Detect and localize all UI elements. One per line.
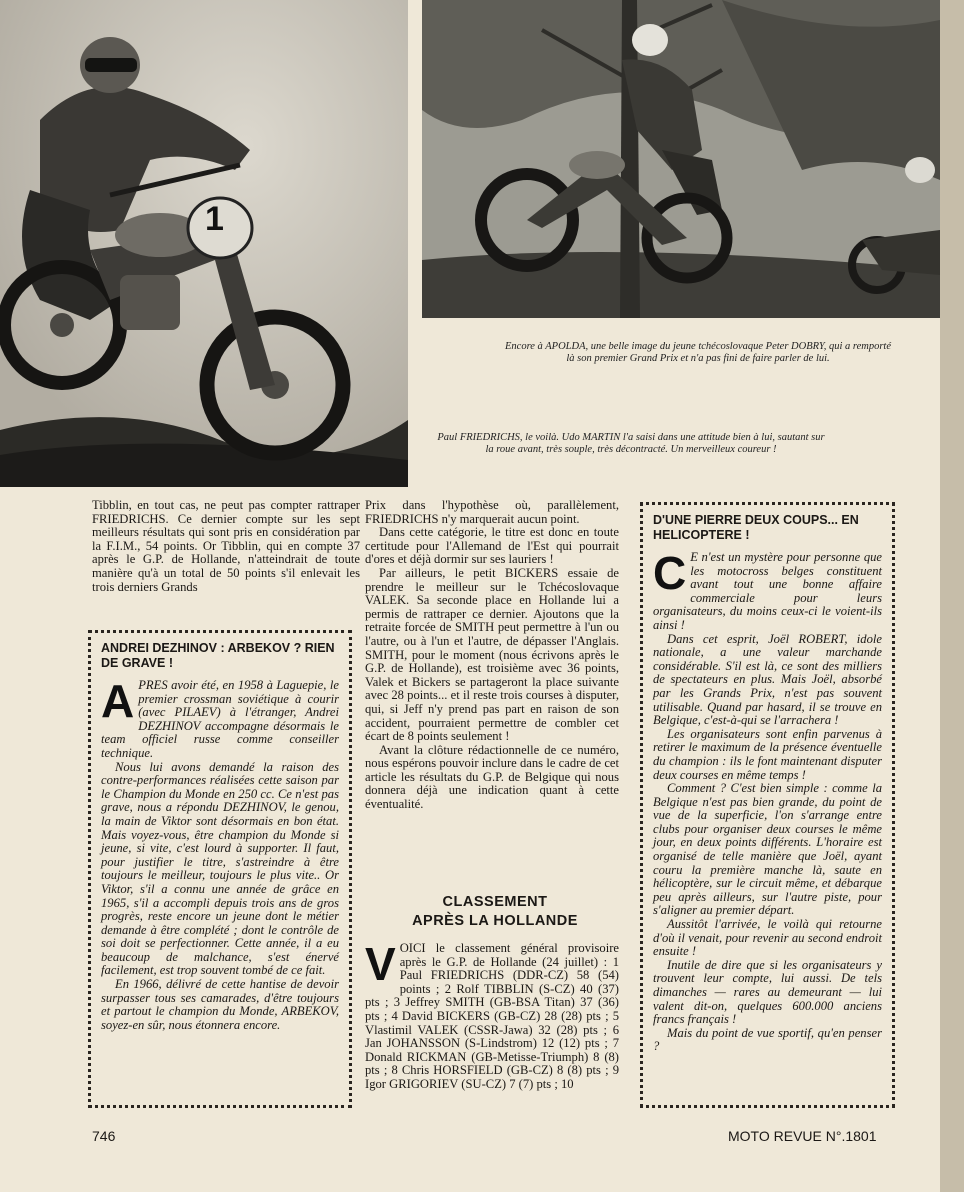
article-col2-paragraph-1: Prix dans l'hypothèse où, parallèlement, FRIEDRICHS n'y marquerait aucun point. xyxy=(365,498,619,526)
sidebar-helicoptere xyxy=(640,502,895,1108)
sidebar-helicoptere-paragraph-5: Aussitôt l'arrivée, le voilà qui retourne d'où il venait, pour revenir au second endroit ensuite ! xyxy=(653,917,882,959)
photo-dobry-image xyxy=(422,0,940,318)
sidebar-dezhinov-title: ANDREI DEZHINOV : ARBEKOV ? RIEN DE GRAVE ! xyxy=(101,641,335,670)
page-number: 746 xyxy=(92,1128,116,1144)
sidebar-helicoptere-paragraph-6: Inutile de dire que si les organisateurs y trouvent leur compte, lui aussi. De tels dimanches — rares au demeurant — lui valent dit-on, quelques 600.000 anciens francs français ! xyxy=(653,957,882,1027)
classement-text xyxy=(365,938,619,1092)
article-col1-paragraph: Tibblin, en tout cas, ne peut pas compter rattraper FRIEDRICHS. Ce dernier compte sur les sept meilleurs résultats qui sont pris en considération par la F.I.M., 54 points. Or Tibblin, qui en compte 37 après le G.P. de Hollande, n'atteindrait de toute manière qu'à un total de 50 points s'il enlevait les trois derniers Grands xyxy=(92,498,360,594)
sidebar-dezhinov xyxy=(88,630,352,1108)
article-col1-top xyxy=(92,499,360,594)
dropcap-a: A xyxy=(101,675,135,727)
dropcap-v: V xyxy=(365,938,396,990)
photo-dobry xyxy=(422,0,940,318)
number-plate-label: 1 xyxy=(205,200,224,238)
sidebar-helicoptere-paragraph-7: Mais du point de vue sportif, qu'en penser ? xyxy=(653,1025,882,1054)
sidebar-helicoptere-paragraph-4: Comment ? C'est bien simple : comme la Belgique n'est pas bien grande, du point de vue de la superficie, l'on s'arrange entre clubs pour organiser deux courses le même jour, en deux points différents. L'horaire est organisé de telle manière que Joël, ayant couru la première manche là, saute en hélicoptère, sur le circuit même, et débarque peu après ailleurs, sur l'autre piste, pour s'aligner au premier départ. xyxy=(653,781,882,918)
sidebar-helicoptere-paragraph-1: E n'est un mystère pour personne que les motocross belges constituent avant tout une bonne affaire commerciale pour leurs organisateurs, du moins ceux-ci le voient-ils ainsi ! xyxy=(653,550,882,632)
sidebar-helicoptere-paragraph-3: Les organisateurs sont enfin parvenus à retirer le maximum de la présence éventuelle du champion : ils le font maintenant disputer deux courses en même temps ! xyxy=(653,726,882,782)
caption-dobry: Encore à APOLDA, une belle image du jeune tchécoslovaque Peter DOBRY, qui a remporté là son premier Grand Prix et n'a pas fini de faire parler de lui. xyxy=(505,341,891,364)
sidebar-dezhinov-paragraph-2: Nous lui avons demandé la raison des contre-performances réalisées cette saison par le Champion du Monde en 250 cc. Ce n'est pas grave, nous a répondu DEZHINOV, le genou, la main de Viktor sont désormais en bon état. Mais voyez-vous, être champion du Monde si jeune, si vite, c'est lourd à supporter. Il faut, pour justifier le titre, s'astreindre à être toujours le meilleur, toujours le plus vite.. Or Viktor, s'il a connu une année de grâce en 1965, s'il a accompli depuis trois ans de gros progrès, reste encore un jeune dont le métier demande à être complété ; dont le contrôle de soi doit se perfectionner. Cette année, il a eu beaucoup de malchance, s'est énervé facilement, est trop souvent tombé de ce fait. xyxy=(101,759,339,978)
magazine-issue: MOTO REVUE N°.1801 xyxy=(728,1128,877,1144)
dropcap-c: C xyxy=(653,547,687,599)
page-edge xyxy=(940,0,964,1192)
classement-body: OICI le classement général provisoire après le G.P. de Hollande (24 juillet) : 1 Paul FRIEDRICHS (DDR-CZ) 58 (54) points ; 2 Rolf TIBBLIN (S-CZ) 40 (37) pts ; 3 Jeffrey SMITH (GB-BSA Titan) 37 (36) pts ; 4 David BICKERS (GB-CZ) 28 (28) pts ; 5 Vlastimil VALEK (CSSR-Jawa) 32 (28) pts ; 6 Jan JOHANSSON (S-Lindstrom) 12 (12) pts ; 7 Donald RICKMAN (GB-Metisse-Triumph) 8 (8) pts ; 8 Chris HORSFIELD (GB-CZ) 8 (8) pts ; 9 Igor GRIGORIEV (SU-CZ) 7 (7) pts ; 10 xyxy=(365,941,619,1091)
article-col2-paragraph-3: Par ailleurs, le petit BICKERS essaie de prendre le meilleur sur le Tchécoslovaque VALEK. Sa seconde place en Hollande lui a permis de rattraper ce dernier. Ajoutons que la retraite forcée de SMITH peut permettre à l'un ou l'autre, ou à l'un et l'autre, de dépasser l'Anglais. SMITH, pour le moment (nous écrivons après le G.P. de Hollande), est troisième avec 36 points, Valek et Bickers se partageront la place suivante avec 28 points... et il reste trois courses à disputer, qui, si Jeff n'y prend pas part en raison de son accident, pourraient permettre de combler cet écart de 8 points seulement ! xyxy=(365,565,619,744)
sidebar-dezhinov-paragraph-1: PRES avoir été, en 1958 à Laguepie, le premier crossman soviétique à courir (avec PILAEV) à l'étranger, Andrei DEZHINOV accompagne désormais le team officiel russe comme conseiller technique. xyxy=(101,678,339,760)
photo-friedrichs xyxy=(0,0,408,487)
sidebar-helicoptere-paragraph-2: Dans cet esprit, Joël ROBERT, idole nationale, a une valeur marchande considérable. S'il est là, ce sont des milliers de spectateurs en plus. Mais Joël, absorbé par les Grands Prix, n'est pas souvent utilisable. Quand par hasard, il se trouve en Belgique, c'est-à-qui se l'arrachera ! xyxy=(653,631,882,728)
classement-title-line2: APRÈS LA HOLLANDE xyxy=(412,913,578,929)
photo-friedrichs-image xyxy=(0,0,408,487)
sidebar-dezhinov-text xyxy=(101,675,339,1032)
classement-title-line1: CLASSEMENT xyxy=(442,894,548,910)
sidebar-helicoptere-text xyxy=(653,547,882,1054)
sidebar-helicoptere-title: D'UNE PIERRE DEUX COUPS... EN HELICOPTERE ! xyxy=(653,513,859,542)
article-col2-paragraph-2: Dans cette catégorie, le titre est donc en toute certitude pour l'Allemand de l'Est qui pourrait d'ores et déjà dormir sur ses lauriers ! xyxy=(365,525,619,567)
caption-friedrichs: Paul FRIEDRICHS, le voilà. Udo MARTIN l'a saisi dans une attitude bien à lui, sautant sur la roue avant, très souple, très décontracté. Un merveilleux coureur ! xyxy=(437,432,825,455)
classement-heading xyxy=(370,893,620,931)
sidebar-dezhinov-paragraph-3: En 1966, délivré de cette hantise de devoir surpasser tous ses camarades, d'être toujours et partout le champion du Monde, ARBEKOV, soyez-en sûr, nous étonnera encore. xyxy=(101,977,339,1032)
article-col2 xyxy=(365,499,619,812)
article-col2-paragraph-4: Avant la clôture rédactionnelle de ce numéro, nous espérons pouvoir inclure dans le cadre de cet article les résultats du G.P. de Belgique qui nous donnera déjà une indication quant à cette éventualité. xyxy=(365,742,619,812)
